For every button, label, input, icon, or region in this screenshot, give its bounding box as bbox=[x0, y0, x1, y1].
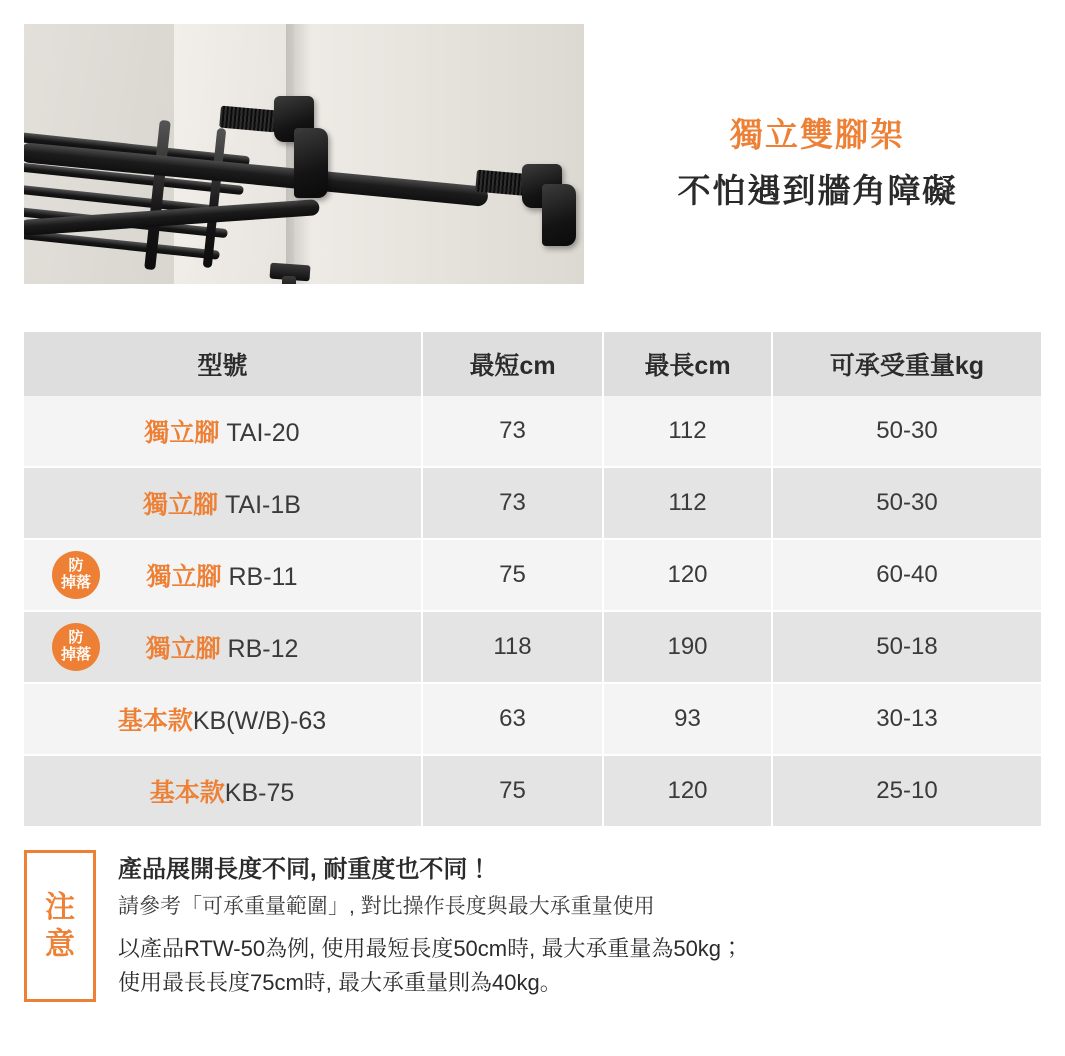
model-code: KB(W/B)-63 bbox=[192, 707, 327, 735]
notice-body bbox=[96, 850, 743, 1000]
cell-load-capacity: 60-40 bbox=[772, 539, 1041, 611]
column-header-model: 型號 bbox=[24, 332, 422, 396]
model-kind: 獨立腳 bbox=[145, 635, 221, 663]
cell-model bbox=[24, 539, 422, 611]
wall-bracket-upper-plate bbox=[294, 128, 328, 198]
notice-line-4: 使用最長長度75cm時, 最大承重量則為40kg。 bbox=[118, 969, 562, 995]
cell-load-capacity: 50-18 bbox=[772, 611, 1041, 683]
model-code: TAI-1B bbox=[218, 491, 301, 519]
model-code: KB-75 bbox=[224, 779, 295, 807]
notice-line-1: 產品展開長度不同, 耐重度也不同！ bbox=[118, 856, 492, 883]
wall-bracket-lower-plate bbox=[542, 184, 576, 246]
anti-drop-badge bbox=[52, 551, 100, 599]
cell-max-length: 93 bbox=[603, 683, 772, 755]
model-code: TAI-20 bbox=[219, 419, 300, 447]
column-header-max-length: 最長cm bbox=[603, 332, 772, 396]
notice-badge-bottom: 意 bbox=[45, 928, 75, 961]
cell-max-length: 120 bbox=[603, 539, 772, 611]
cell-max-length: 190 bbox=[603, 611, 772, 683]
model-kind: 獨立腳 bbox=[146, 563, 222, 591]
badge-top-text: 防 bbox=[68, 629, 84, 647]
cell-load-capacity: 50-30 bbox=[772, 467, 1041, 539]
product-photo bbox=[24, 24, 584, 284]
notice-line-3: 以產品RTW-50為例, 使用最短長度50cm時, 最大承重量為50kg； bbox=[118, 935, 744, 961]
cell-model bbox=[24, 611, 422, 683]
notice-line-2: 請參考「可承重量範圍」, 對比操作長度與最大承重量使用 bbox=[118, 895, 655, 918]
hero-section bbox=[24, 24, 1041, 288]
cell-min-length: 75 bbox=[422, 755, 603, 827]
photo-wall-right bbox=[294, 24, 584, 284]
cell-min-length: 73 bbox=[422, 396, 603, 467]
model-kind: 獨立腳 bbox=[143, 491, 219, 519]
cell-load-capacity: 30-13 bbox=[772, 683, 1041, 755]
notice-badge-top: 注 bbox=[45, 890, 75, 924]
spec-table bbox=[24, 332, 1041, 828]
badge-top-text: 防 bbox=[68, 557, 84, 575]
cell-min-length: 75 bbox=[422, 539, 603, 611]
cell-min-length: 73 bbox=[422, 467, 603, 539]
cell-max-length: 120 bbox=[603, 755, 772, 827]
cell-model bbox=[24, 683, 422, 755]
headline-primary: 獨立雙腳架 bbox=[730, 116, 905, 153]
table-header-row bbox=[24, 332, 1041, 396]
cell-load-capacity: 25-10 bbox=[772, 755, 1041, 827]
column-header-load-capacity: 可承受重量kg bbox=[772, 332, 1041, 396]
spec-table-body bbox=[24, 396, 1041, 827]
cell-model bbox=[24, 396, 422, 467]
rod-clip-stem bbox=[282, 276, 296, 284]
notice-section bbox=[24, 850, 1041, 1002]
cell-load-capacity: 50-30 bbox=[772, 396, 1041, 467]
model-kind: 基本款 bbox=[117, 707, 193, 735]
table-row bbox=[24, 611, 1041, 683]
cell-max-length: 112 bbox=[603, 396, 772, 467]
hero-headline bbox=[584, 24, 1041, 215]
anti-drop-badge bbox=[52, 623, 100, 671]
badge-bottom-text: 掉落 bbox=[60, 646, 91, 663]
cell-model bbox=[24, 755, 422, 827]
badge-bottom-text: 掉落 bbox=[60, 574, 91, 591]
model-kind: 獨立腳 bbox=[144, 419, 220, 447]
cell-min-length: 63 bbox=[422, 683, 603, 755]
table-row bbox=[24, 396, 1041, 467]
notice-badge bbox=[24, 850, 96, 1002]
cell-model bbox=[24, 467, 422, 539]
model-code: RB-11 bbox=[221, 563, 298, 591]
headline-secondary: 不怕遇到牆角障礙 bbox=[677, 171, 958, 209]
table-row bbox=[24, 755, 1041, 827]
cell-min-length: 118 bbox=[422, 611, 603, 683]
column-header-min-length: 最短cm bbox=[422, 332, 603, 396]
model-kind: 基本款 bbox=[149, 779, 225, 807]
table-row bbox=[24, 467, 1041, 539]
table-row bbox=[24, 539, 1041, 611]
cell-max-length: 112 bbox=[603, 467, 772, 539]
spec-table-head bbox=[24, 332, 1041, 396]
table-row bbox=[24, 683, 1041, 755]
model-code: RB-12 bbox=[220, 635, 299, 663]
